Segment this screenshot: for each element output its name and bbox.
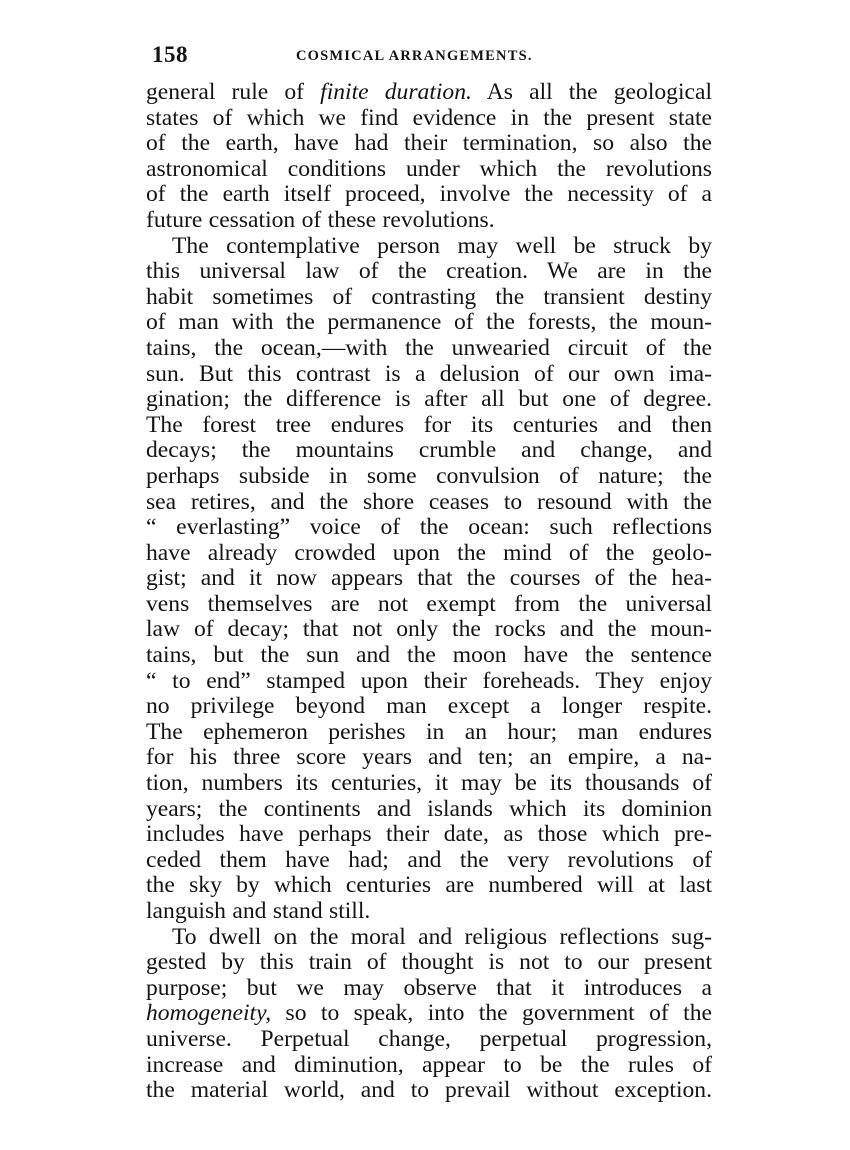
text-line: tains, the ocean,—with the unwearied circuit of the bbox=[146, 334, 712, 361]
text-line: The forest tree endures for its centuries and then bbox=[146, 411, 712, 438]
text-line: sun. But this contrast is a delusion of our own ima- bbox=[146, 360, 712, 387]
text-line: The ephemeron perishes in an hour; man endures bbox=[146, 718, 712, 745]
body-text bbox=[146, 80, 712, 1104]
text-line: the sky by which centuries are numbered will at last bbox=[146, 872, 712, 899]
text-line: sea retires, and the shore ceases to resound with the bbox=[146, 488, 712, 515]
text-line: years; the continents and islands which its dominion bbox=[146, 795, 712, 822]
running-head bbox=[146, 42, 712, 74]
text-line: vens themselves are not exempt from the universal bbox=[146, 590, 712, 617]
text-line: ceded them have had; and the very revolutions of bbox=[146, 846, 712, 873]
text-line: perhaps subside in some convulsion of nature; the bbox=[146, 462, 712, 489]
text-line: states of which we find evidence in the present state bbox=[146, 104, 712, 131]
text-line: no privilege beyond man except a longer respite. bbox=[146, 693, 712, 720]
text-line: law of decay; that not only the rocks and the moun- bbox=[146, 616, 712, 643]
text-line: this universal law of the creation. We are in the bbox=[146, 258, 712, 285]
text-line: gested by this train of thought is not to our present bbox=[146, 949, 712, 976]
text-line: habit sometimes of contrasting the transient destiny bbox=[146, 283, 712, 310]
text-line: tains, but the sun and the moon have the sentence bbox=[146, 642, 712, 669]
text-line: tion, numbers its centuries, it may be its thousands of bbox=[146, 770, 712, 797]
text-line: for his three score years and ten; an empire, a na- bbox=[146, 744, 712, 771]
text-line: of the earth, have had their termination, so also the bbox=[146, 130, 712, 157]
text-line: “ to end” stamped upon their foreheads. They enjoy bbox=[146, 667, 712, 694]
text-line: astronomical conditions under which the revolutions bbox=[146, 155, 712, 182]
text-line: languish and stand still. bbox=[146, 898, 371, 924]
text-line: of man with the permanence of the forests, the moun- bbox=[146, 309, 712, 336]
text-line: universe. Perpetual change, perpetual progression, bbox=[146, 1025, 712, 1052]
book-page bbox=[146, 42, 712, 1104]
text-line: of the earth itself proceed, involve the necessity of a bbox=[146, 181, 712, 208]
text-line: have already crowded upon the mind of the geolo- bbox=[146, 539, 712, 566]
page-number: 158 bbox=[152, 42, 188, 67]
text-line: gination; the difference is after all but one of degree. bbox=[146, 386, 712, 413]
text-line: general rule of finite duration. As all the geological bbox=[146, 79, 713, 105]
text-line: increase and diminution, appear to be the rules of bbox=[146, 1051, 712, 1078]
text-line: To dwell on the moral and religious reflections sug- bbox=[172, 923, 712, 950]
text-line: includes have perhaps their date, as those which pre- bbox=[146, 821, 712, 848]
text-line: purpose; but we may observe that it introduces a bbox=[146, 974, 712, 1001]
text-line: gist; and it now appears that the courses of the hea- bbox=[146, 565, 712, 592]
text-line: The contemplative person may well be struck by bbox=[172, 232, 712, 259]
text-line: “ everlasting” voice of the ocean: such reflections bbox=[146, 514, 712, 541]
text-line: future cessation of these revolutions. bbox=[146, 206, 495, 233]
text-line: the material world, and to prevail without exception. bbox=[146, 1077, 712, 1104]
running-title: COSMICAL ARRANGEMENTS. bbox=[296, 48, 533, 64]
text-line: homogeneity, so to speak, into the government of the bbox=[146, 1000, 712, 1027]
text-line: decays; the mountains crumble and change, and bbox=[146, 437, 712, 464]
